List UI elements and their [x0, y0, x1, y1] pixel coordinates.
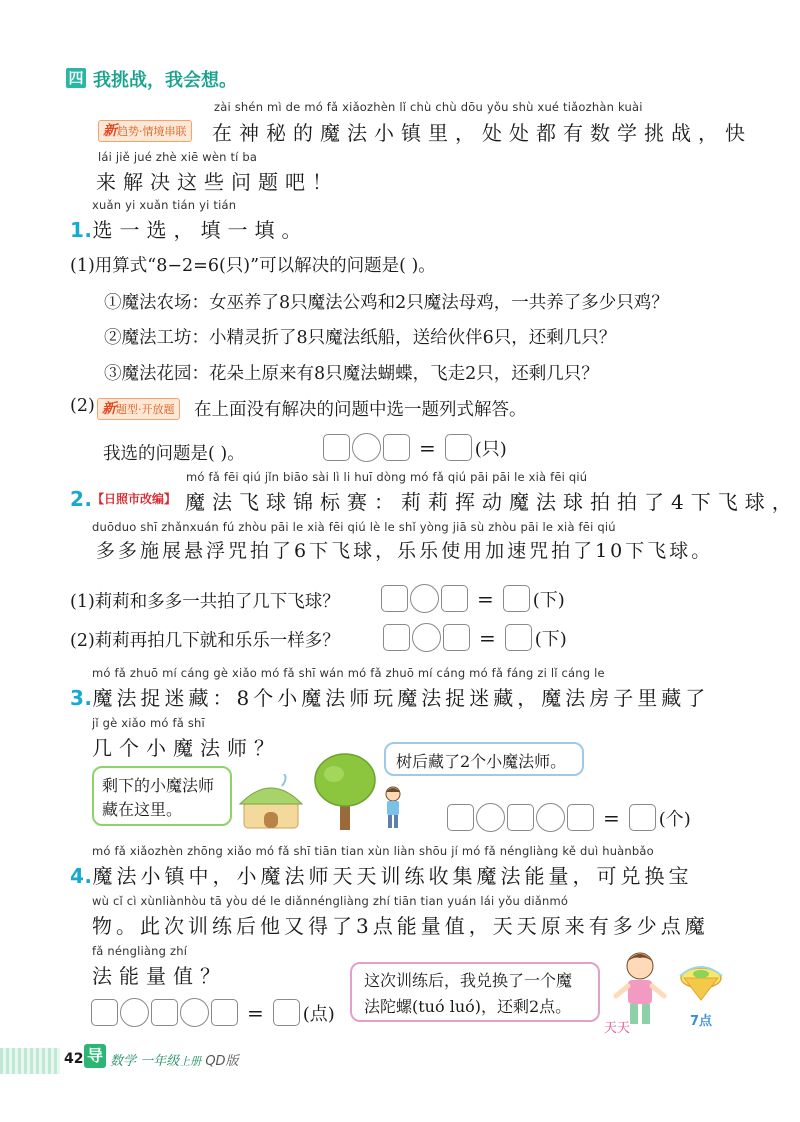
q3-heading [70, 682, 709, 711]
answer-box[interactable] [507, 804, 534, 831]
unit-label: (只) [474, 438, 507, 460]
q1-sub2-text: 在上面没有解决的问题中选一题列式解答。 [194, 400, 527, 420]
result-box[interactable] [505, 624, 532, 651]
hut-illustration [238, 774, 304, 830]
operator-circle[interactable] [352, 433, 381, 462]
book-info [110, 1050, 239, 1069]
q2-pinyin-2: duōduo shī zhǎnxuán fú zhòu pāi le xià fēi qiú lè le shǐ yòng jiā sù zhòu pāi le xià fēi qiú [92, 520, 616, 534]
q1-heading [70, 214, 309, 243]
unit-label: (下) [532, 589, 565, 611]
points-label: 7点 [690, 1014, 713, 1029]
q1-option-1: ①魔法农场：女巫养了8只魔法公鸡和2只魔法母鸡，一共养了多少只鸡？ [104, 293, 669, 313]
equals-sign: = [603, 805, 620, 830]
grade: 一年级 [140, 1054, 180, 1069]
q4-pinyin-3: fǎ néngliàng zhí [92, 944, 188, 958]
operator-circle[interactable] [412, 623, 441, 652]
section-number-badge: 四 [66, 68, 86, 88]
q3-bubble-right: 树后藏了2个小魔法师。 [384, 742, 584, 776]
q1-sub2-prefix: (2) [70, 396, 95, 416]
q4-number: 4. [70, 864, 93, 888]
operator-circle[interactable] [180, 998, 209, 1027]
q4-pinyin-2: wù cǐ cì xùnliànhòu tā yòu dé le diǎnnéngliàng zhí tiān tian yuán lái yǒu diǎnmó [92, 894, 569, 908]
page-number: 42 [64, 1051, 84, 1067]
q3-pinyin-1: mó fǎ zhuō mí cáng gè xiǎo mó fǎ shī wán mó fǎ zhuō mí cáng mó fǎ fáng zi lǐ cáng le [92, 666, 605, 680]
q1-title: 选一选，填一填。 [92, 218, 309, 242]
unit-label: (个) [658, 808, 691, 830]
q1-pinyin: xuǎn yi xuǎn tián yi tián [92, 198, 237, 212]
equals-sign: = [419, 435, 436, 460]
section-title: 我挑战，我会想。 [93, 70, 237, 91]
equals-sign: = [247, 1000, 264, 1025]
answer-box[interactable] [381, 585, 408, 612]
result-box[interactable] [503, 585, 530, 612]
unit-label: (点) [302, 1003, 335, 1025]
spinning-top-icon [676, 956, 726, 1006]
answer-box[interactable] [323, 434, 350, 461]
answer-box[interactable] [383, 434, 410, 461]
q4-equation [90, 998, 335, 1027]
open-question-tag [97, 398, 180, 420]
q1-sub1: (1)用算式“8−2=6(只)”可以解决的问题是( )。 [70, 256, 436, 276]
intro-pinyin-1: zài shén mì de mó fǎ xiǎozhèn lǐ chù chù dōu yǒu shù xué tiǎozhàn kuài [214, 100, 643, 114]
q1-equation [322, 433, 507, 462]
trend-tag-text: 趋势·情境串联 [117, 125, 187, 138]
term: 上册 [179, 1055, 202, 1068]
answer-box[interactable] [211, 999, 238, 1026]
equals-sign: = [479, 625, 496, 650]
result-box[interactable] [273, 999, 300, 1026]
answer-box[interactable] [383, 624, 410, 651]
brand-logo: 导 [84, 1044, 106, 1068]
result-box[interactable] [445, 434, 472, 461]
q4-text-2: 物。此次训练后他又得了3点能量值，天天原来有多少点魔 [92, 914, 709, 938]
intro-text-2: 来解决这些问题吧！ [96, 170, 339, 194]
footer-decoration [0, 1048, 60, 1074]
q4-pinyin-1: mó fǎ xiǎozhèn zhōng xiǎo mó fǎ shī tiān tian xùn liàn shōu jí mó fǎ néngliàng kě duì huànbǎo [92, 844, 654, 858]
unit-label: (下) [534, 628, 567, 650]
q4-bubble: 这次训练后，我兑换了一个魔法陀螺(tuó luó)，还剩2点。 [350, 962, 600, 1022]
answer-box[interactable] [447, 804, 474, 831]
q2-text-2: 多多施展悬浮咒拍了6下飞球，乐乐使用加速咒拍了10下飞球。 [96, 540, 714, 562]
q2-equation-2 [382, 623, 567, 652]
answer-box[interactable] [151, 999, 178, 1026]
q2-pinyin-1: mó fǎ fēi qiú jǐn biāo sài lì li huī dòng mó fǎ qiú pāi pāi le xià fēi qiú [186, 470, 588, 484]
q3-number: 3. [70, 686, 93, 710]
open-question-tag-text: 题型·开放题 [116, 403, 175, 416]
answer-box[interactable] [443, 624, 470, 651]
operator-circle[interactable] [120, 998, 149, 1027]
q3-equation [446, 803, 691, 832]
subject: 数学 [110, 1054, 137, 1069]
q3-bubble-left: 剩下的小魔法师藏在这里。 [92, 766, 232, 826]
q4-text-3: 法能量值？ [92, 964, 227, 988]
name-label: 天天 [604, 1021, 631, 1036]
q3-pinyin-2: jǐ gè xiǎo mó fǎ shī [92, 716, 205, 730]
q2-sub2: (2)莉莉再拍几下就和乐乐一样多？ [70, 631, 340, 651]
result-box[interactable] [629, 804, 656, 831]
answer-box[interactable] [567, 804, 594, 831]
q2-number: 2. [70, 487, 93, 511]
operator-circle[interactable] [410, 584, 439, 613]
new-mark: 新 [102, 401, 116, 417]
q1-option-3: ③魔法花园：花朵上原来有8只魔法蝴蝶，飞走2只，还剩几只？ [104, 364, 599, 384]
q4-text-1: 魔法小镇中，小魔法师天天训练收集魔法能量，可兑换宝 [92, 864, 693, 888]
answer-box[interactable] [441, 585, 468, 612]
operator-circle[interactable] [536, 803, 565, 832]
intro-pinyin-2: lái jiě jué zhè xiē wèn tí ba [98, 150, 258, 164]
q1-chosen-label: 我选的问题是( )。 [103, 444, 245, 464]
q2-equation-1 [380, 584, 565, 613]
tree-illustration [312, 752, 378, 832]
q3-text-2: 几个小魔法师？ [92, 736, 281, 760]
new-mark: 新 [103, 123, 117, 139]
q1-option-2: ②魔法工坊：小精灵折了8只魔法纸船，送给伙伴6只，还剩几只？ [104, 328, 617, 348]
child-illustration [382, 786, 404, 830]
intro-text-1: 在神秘的魔法小镇里，处处都有数学挑战，快 [212, 121, 752, 145]
trend-tag [98, 120, 192, 142]
operator-circle[interactable] [476, 803, 505, 832]
source-tag: 【日照市改编】 [92, 492, 177, 506]
answer-box[interactable] [91, 999, 118, 1026]
q1-number: 1. [70, 218, 93, 242]
q4-heading [70, 860, 693, 889]
edition: QD版 [205, 1054, 239, 1069]
q2-text-1: 魔法飞球锦标赛：莉莉挥动魔法球拍拍了4下飞球， [185, 490, 799, 514]
equals-sign: = [477, 586, 494, 611]
q3-text-1: 魔法捉迷藏：8个小魔法师玩魔法捉迷藏，魔法房子里藏了 [92, 686, 710, 710]
q2-sub1: (1)莉莉和多多一共拍了几下飞球？ [70, 592, 340, 612]
